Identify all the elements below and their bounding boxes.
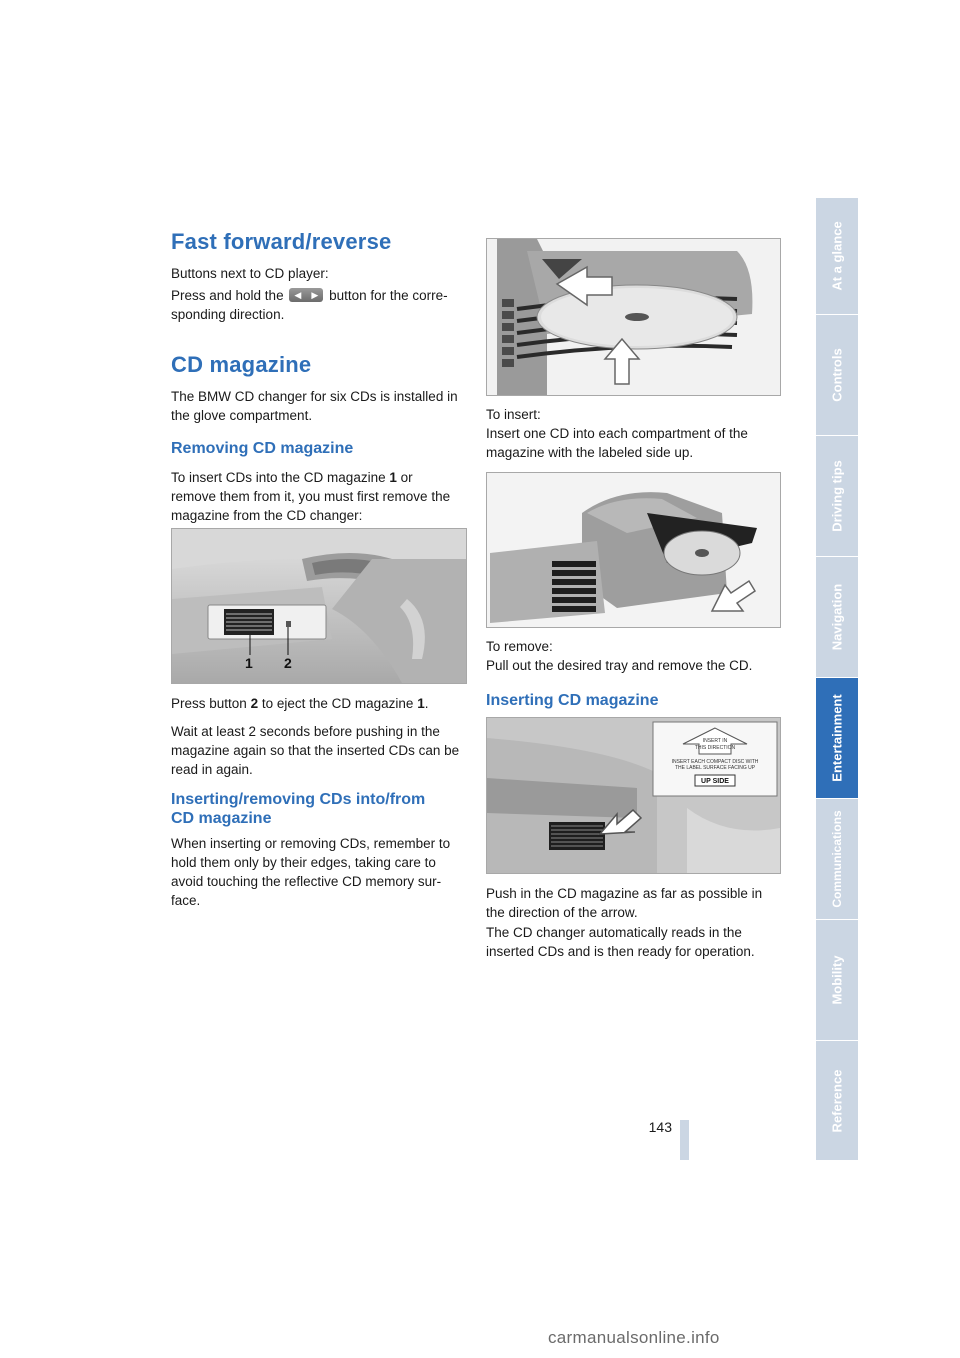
tab-mobility[interactable] [816,920,858,1041]
tab-label: At a glance [829,221,845,291]
ir-text-1: When inserting or removing CDs, remember to [171,836,451,851]
insert-text-2: Insert one CD into each compartment of the [486,426,748,441]
label-surface-up: THE LABEL SURFACE FACING UP [674,765,756,771]
heading-inserting-removing-l1: Inserting/removing CDs into/from [171,791,426,808]
page-number-bar [680,1120,689,1160]
ff-text-3: sponding direction. [171,307,285,322]
chapter-sidebar [816,198,858,1160]
remove-text-1: To remove: [486,639,553,654]
label-this-direction: THIS DIRECTION [694,745,736,751]
removing-text-1 [171,468,413,487]
tab-label: Communications [830,810,844,908]
removing-num-1: 1 [389,470,397,485]
remove-text-2: Pull out the desired tray and remove the CD. [486,658,753,673]
figure-cd-magazine-insert [486,238,781,396]
heading-fast-forward: Fast forward/reverse [171,229,392,254]
cdmag-text-2: the glove compartment. [171,408,313,423]
tab-at-a-glance[interactable] [816,198,858,315]
removing-text-4 [171,694,428,713]
tab-label: Reference [829,1069,845,1132]
figure-cd-tray-remove [486,472,781,628]
tab-label: Driving tips [829,460,845,532]
tab-entertainment[interactable] [816,678,858,799]
inserting-text-3: The CD changer automatically reads in the [486,925,742,940]
label-insert-in: INSERT IN [702,738,728,744]
tab-label: Mobility [829,955,845,1005]
cdmag-text-1: The BMW CD changer for six CDs is installed in [171,389,458,404]
removing-text-1a: To insert CDs into the CD magazine [171,470,386,485]
ir-text-3: avoid touching the reflective CD memory sur- [171,874,442,889]
inserting-text-4: inserted CDs and is then ready for operation. [486,944,755,959]
insert-text-3: magazine with the labeled side up. [486,445,694,460]
seek-button-icon: ◀ ▶ [289,288,323,302]
removing-text-3: magazine from the CD changer: [171,508,363,523]
tab-communications[interactable] [816,799,858,920]
tab-label: Entertainment [829,694,845,782]
removing-num-2: 2 [250,696,259,711]
figure-insert-magazine [486,717,781,874]
heading-cd-magazine: CD magazine [171,352,312,377]
tab-label: Navigation [829,583,845,651]
label-insert-each: INSERT EACH COMPACT DISC WITH [671,759,759,765]
watermark: carmanualsonline.info [548,1328,720,1347]
removing-text-7: read in again. [171,762,253,777]
removing-text-2: remove them from it, you must first remove the [171,489,451,504]
removing-text-1b: or [400,470,413,485]
tab-controls[interactable] [816,315,858,436]
tab-driving-tips[interactable] [816,436,858,557]
heading-inserting-cd-magazine: Inserting CD magazine [486,692,659,709]
removing-text-4b: to eject the CD magazine [261,696,414,711]
removing-text-6: magazine again so that the inserted CDs can be [171,743,460,758]
ff-text-2 [171,286,448,305]
tab-navigation[interactable] [816,557,858,678]
heading-inserting-removing-l2: CD magazine [171,810,272,827]
removing-text-4c: . [424,696,429,711]
fig-label-2: 2 [284,655,292,671]
tab-label: Controls [829,348,845,402]
ir-text-2: hold them only by their edges, taking care to [171,855,436,870]
tab-reference[interactable] [816,1041,858,1161]
removing-text-4a: Press button [171,696,247,711]
fig-label-1: 1 [245,655,253,671]
ff-text-2-after: button for the corre- [329,288,448,303]
figure-glove-compartment [171,528,467,684]
label-up-side: UP SIDE [701,778,729,785]
ff-text-2-before: Press and hold the [171,288,284,303]
removing-text-5: Wait at least 2 seconds before pushing in the [171,724,440,739]
inserting-text-2: the direction of the arrow. [486,905,638,920]
insert-text-1: To insert: [486,407,541,422]
heading-removing-cd-magazine: Removing CD magazine [171,440,354,457]
ir-text-4: face. [171,893,201,908]
page-number: 143 [648,1119,672,1135]
removing-num-1b: 1 [417,696,425,711]
ff-text-1: Buttons next to CD player: [171,266,329,281]
inserting-text-1: Push in the CD magazine as far as possible in [486,886,763,901]
